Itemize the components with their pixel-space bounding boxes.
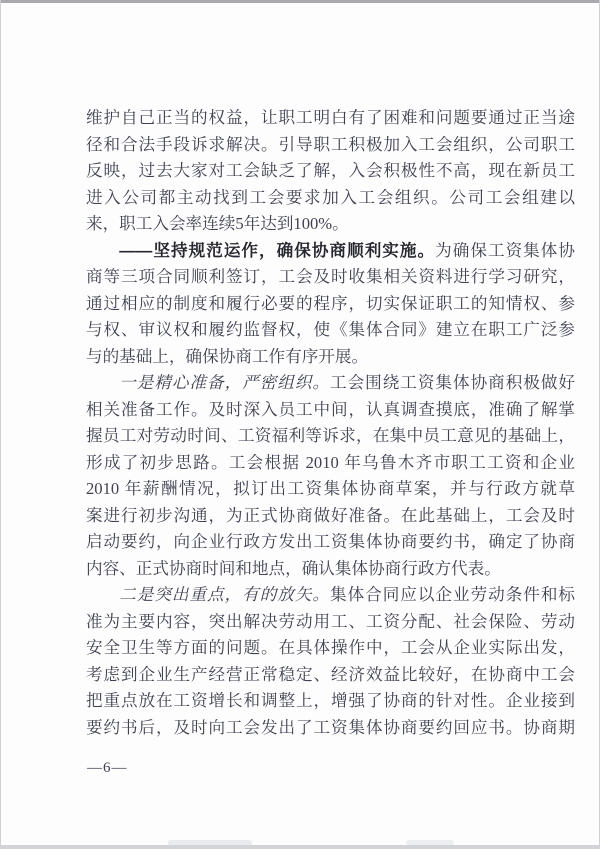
text-line	[86, 476, 575, 503]
text-segment: 与的基础上，确保协商工作有序开展。	[86, 346, 369, 366]
text-segment: 握员工对劳动时间、工资福利等诉求，在集中员工意见的基础上，	[86, 426, 575, 445]
text-segment: 把重点放在工资增长和调整上，增强了协商的针对性。企业接到	[86, 691, 575, 710]
text-line	[86, 370, 575, 397]
text-segment: 准为主要内容，突出解决劳动用工、工资分配、社会保险、劳动	[86, 611, 575, 631]
text-line	[86, 185, 575, 212]
text-segment: 相关准备工作。及时深入员工中间，认真调查摸底，准确了解掌	[86, 399, 575, 419]
text-segment: 来，职工入会率连续5年达到100%。	[86, 214, 349, 233]
text-segment: 考虑到企业生产经营正常稳定、经济效益比较好，在协商中工会	[86, 664, 575, 684]
scan-edge-top	[0, 0, 600, 3]
text-line	[86, 291, 575, 318]
text-segment: 工会围绕工资集体协商积极做好	[330, 373, 576, 392]
text-segment: 反映，过去大家对工会缺乏了解，入会积极性不高，现在新员工	[86, 161, 575, 180]
page-number: —6—	[87, 760, 128, 776]
scan-edge-left	[0, 0, 1, 849]
text-line	[86, 264, 575, 291]
text-line	[86, 582, 575, 609]
text-line	[86, 503, 575, 530]
text-segment: 进入公司都主动找到工会要求加入工会组织。公司工会组建以	[86, 187, 575, 207]
text-line	[86, 105, 575, 132]
text-line	[86, 450, 575, 477]
text-line	[86, 158, 575, 185]
text-segment: 案进行初步沟通，为正式协商做好准备。在此基础上，工会及时	[86, 505, 575, 525]
emphasis-segment: 一是精心准备，严密组织。	[119, 373, 331, 392]
text-segment: 维护自己正当的权益，让职工明白有了困难和问题要通过正当途	[86, 108, 575, 127]
text-line	[86, 688, 575, 715]
emphasis-segment: 二是突出重点，有的放矢。	[119, 585, 331, 604]
text-line	[86, 662, 575, 689]
text-line	[86, 423, 575, 450]
text-line	[86, 715, 575, 742]
text-line	[86, 344, 575, 371]
text-segment: 内容、正式协商时间和地点，确认集体协商行政方代表。	[86, 558, 501, 578]
document-body	[86, 105, 575, 741]
text-segment: 商等三项合同顺利签订，工会及时收集相关资料进行学习研究，	[86, 267, 575, 286]
text-line	[86, 556, 575, 583]
text-line	[86, 529, 575, 556]
text-segment: 2010 年薪酬情况，拟订出工资集体协商草案，并与行政方就草	[86, 479, 575, 498]
scan-edge-bottom	[0, 845, 600, 849]
text-line	[86, 635, 575, 662]
text-line	[86, 211, 575, 238]
text-line	[86, 609, 575, 636]
text-line	[86, 132, 575, 159]
text-segment: 要约书后，及时向工会发出了工资集体协商要约回应书。协商期	[86, 717, 575, 737]
text-line	[86, 238, 575, 265]
text-line	[86, 397, 575, 424]
text-segment: 安全卫生等方面的问题。在具体操作中，工会从企业实际出发，	[86, 638, 575, 657]
bold-heading-segment: ——坚持规范运作，确保协商顺利实施。	[119, 240, 436, 260]
text-line	[86, 317, 575, 344]
text-segment: 启动要约，向企业行政方发出工资集体协商要约书，确定了协商	[86, 532, 575, 551]
text-segment: 集体合同应以企业劳动条件和标	[330, 585, 576, 604]
text-segment: 与权、审议权和履约监督权，使《集体合同》建立在职工广泛参	[86, 320, 575, 339]
text-segment: 为确保工资集体协	[435, 240, 575, 260]
text-segment: 通过相应的制度和履行必要的程序，切实保证职工的知情权、参	[86, 293, 575, 313]
text-segment: 形成了初步思路。工会根据 2010 年乌鲁木齐市职工工资和企业	[86, 452, 575, 472]
text-segment: 径和合法手段诉求解决。引导职工积极加入工会组织，公司职工	[86, 134, 575, 154]
